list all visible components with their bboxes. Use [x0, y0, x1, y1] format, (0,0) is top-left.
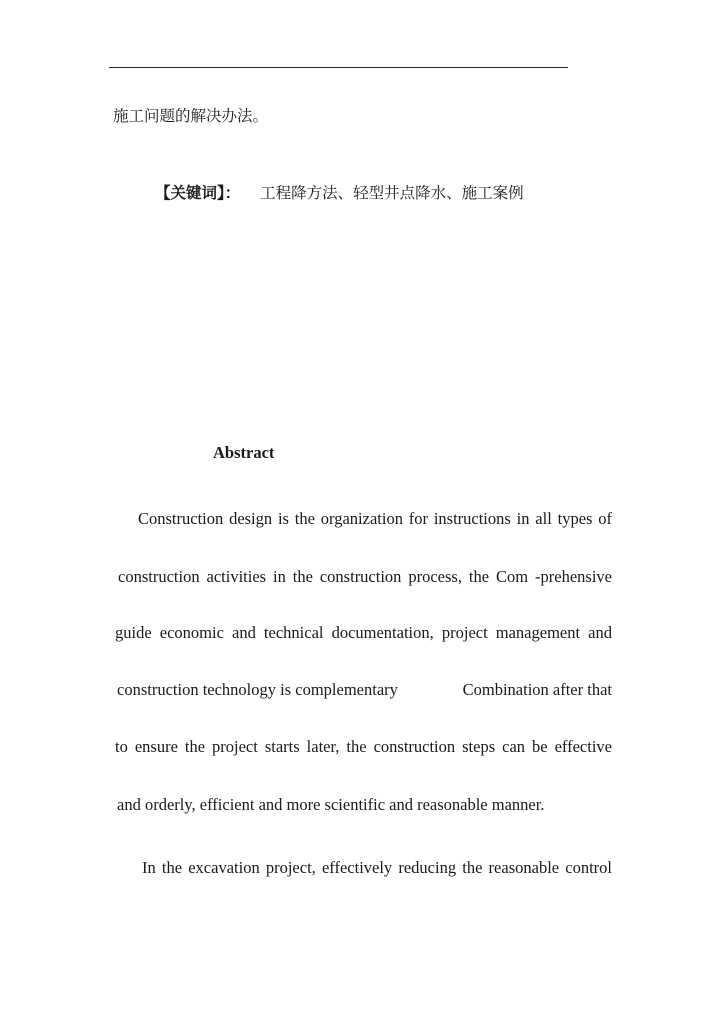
abstract-line-4b: Combination after that: [462, 680, 612, 699]
abstract-line-4a: construction technology is complementary: [117, 680, 398, 699]
abstract-line-7: In the excavation project, effectively reducing the reasonable control: [142, 858, 612, 877]
header-rule: [109, 67, 568, 68]
abstract-line-3: guide economic and technical documentation, project management and: [115, 623, 612, 642]
keywords-label: 【关键词】：: [155, 184, 241, 202]
abstract-line-5: to ensure the project starts later, the construction steps can be effective: [115, 737, 612, 756]
abstract-line-1: Construction design is the organization for instructions in all types of: [138, 509, 612, 528]
keywords-line: [155, 183, 524, 203]
abstract-title: Abstract: [213, 443, 275, 462]
continuation-text: 施工问题的解决办法。: [113, 107, 269, 125]
keywords-value: 工程降方法、轻型井点降水、施工案例: [260, 184, 524, 202]
abstract-line-4: [117, 680, 612, 700]
abstract-line-2: construction activities in the construction process, the Com -prehensive: [118, 567, 612, 586]
abstract-line-6: and orderly, efficient and more scientific and reasonable manner.: [117, 795, 545, 814]
